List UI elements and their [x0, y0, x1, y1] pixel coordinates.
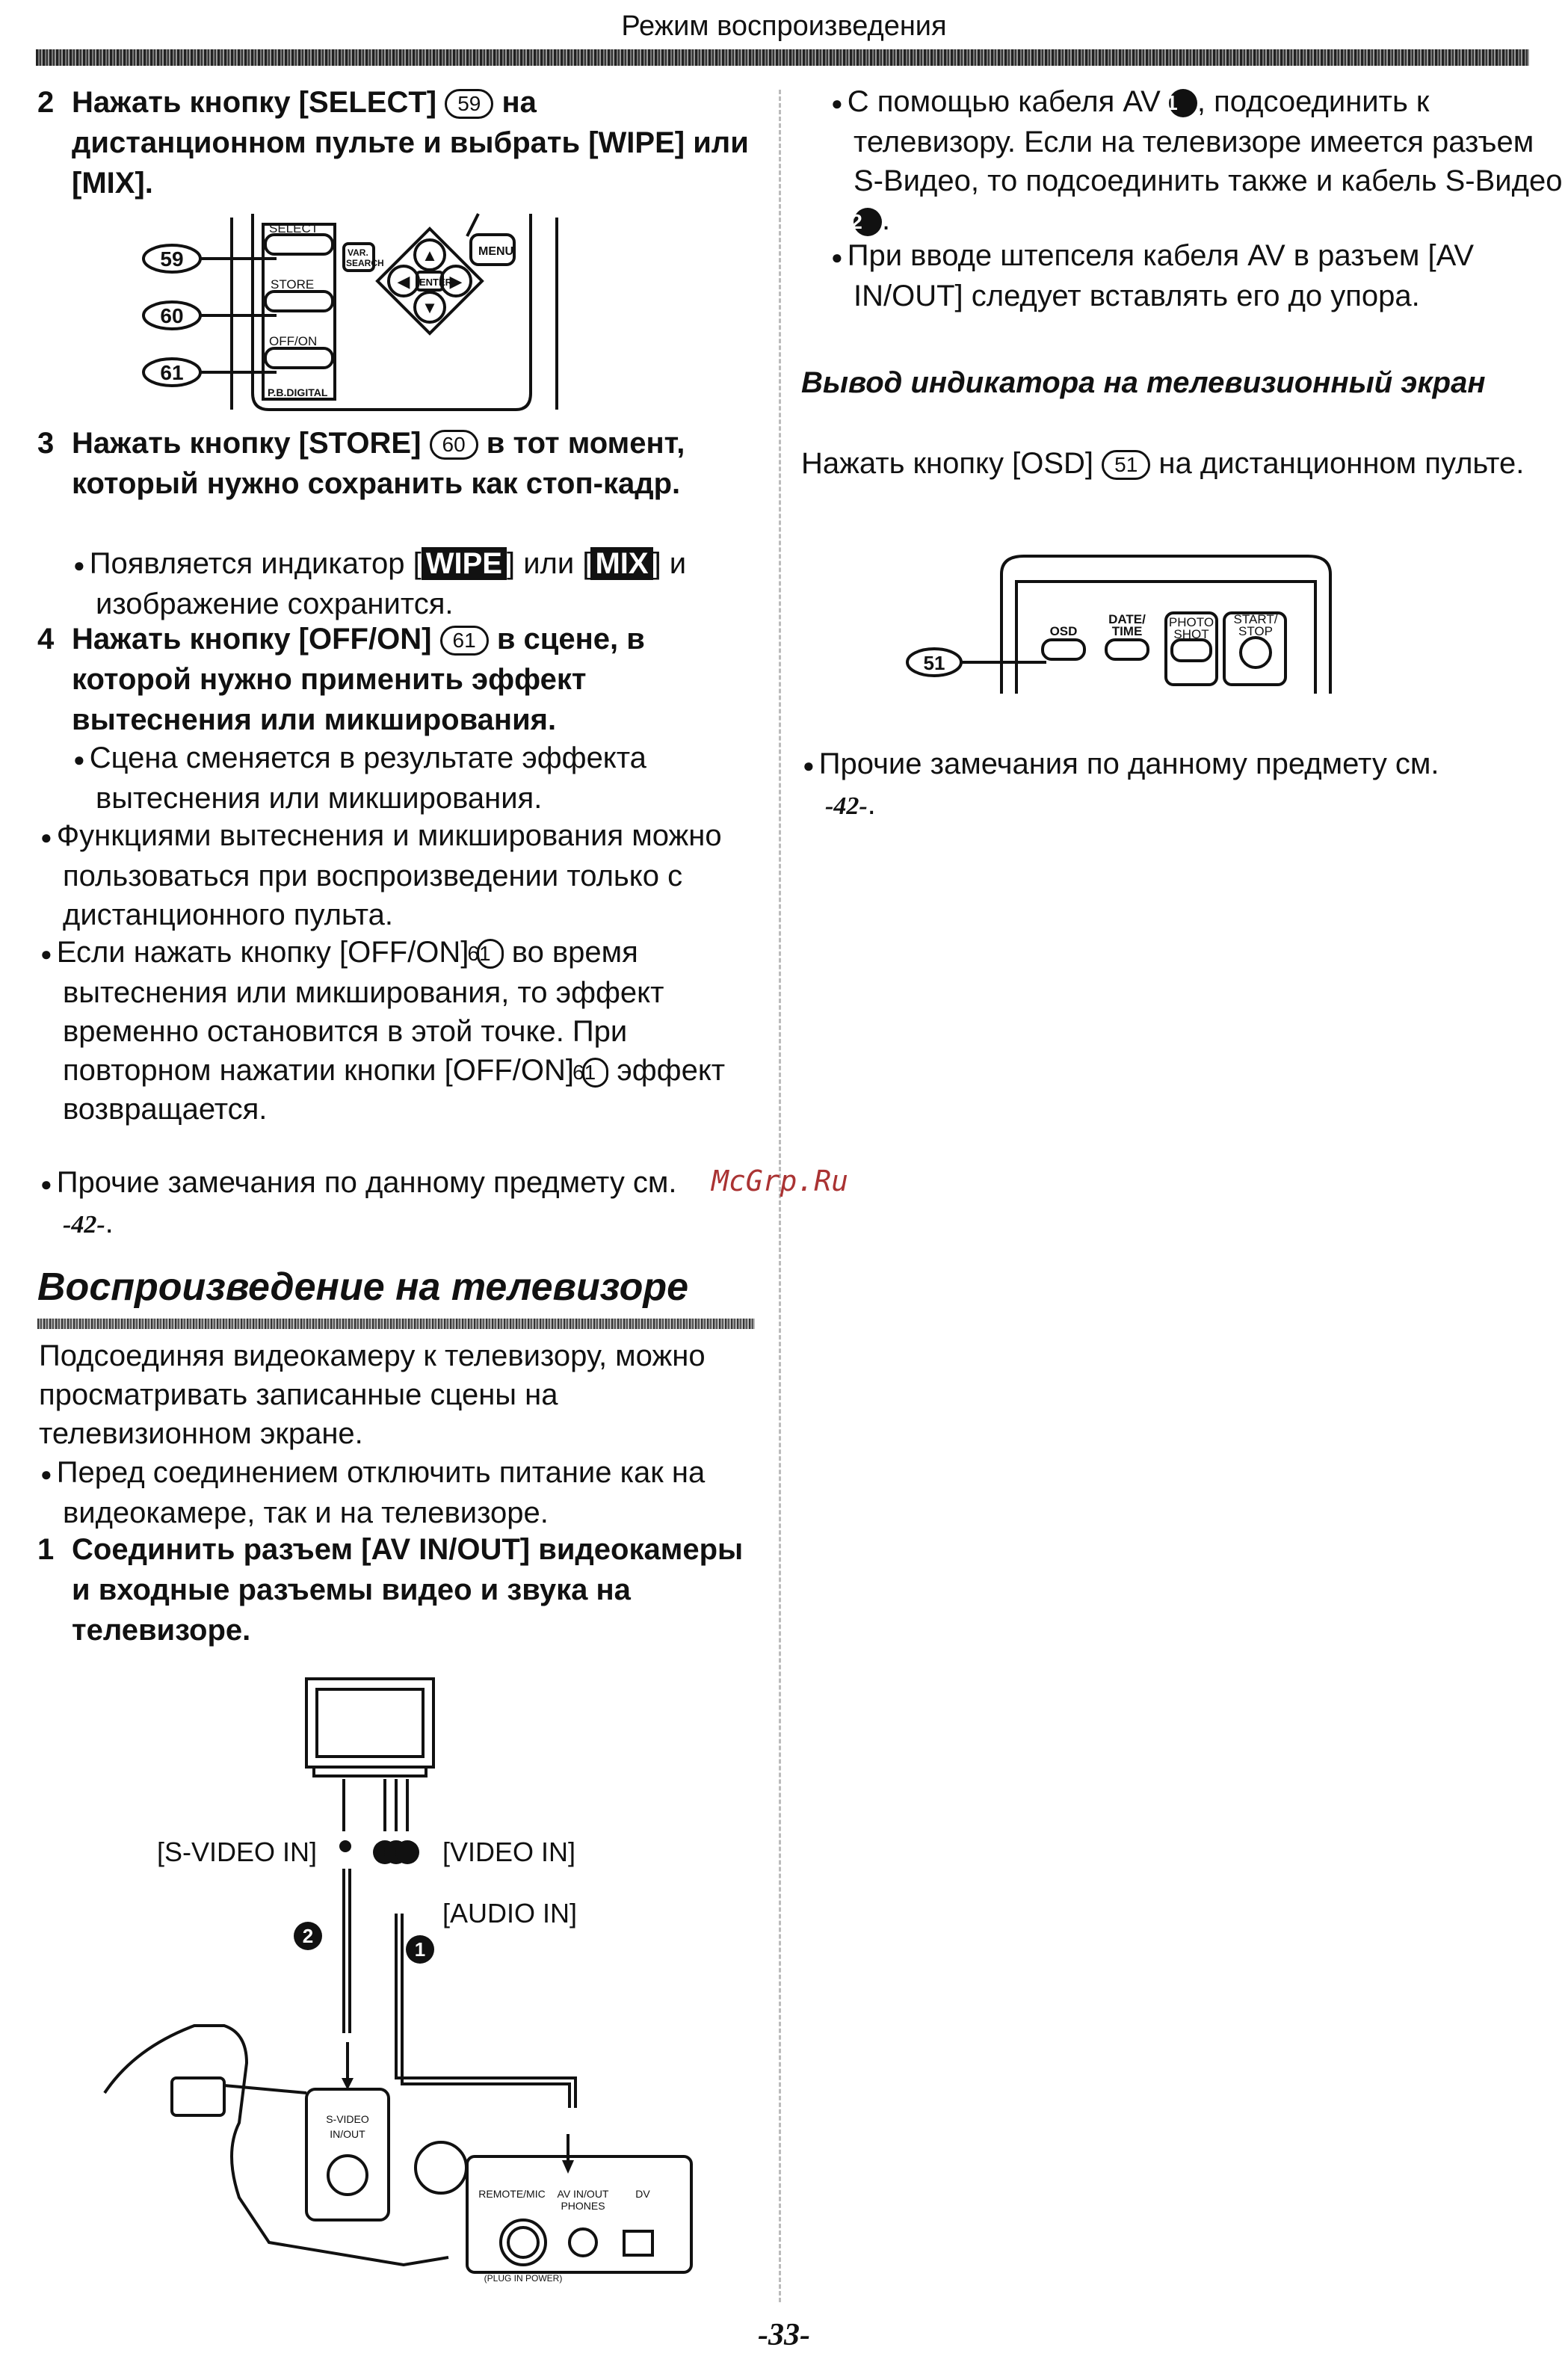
right-arrow-icon: ▶: [449, 272, 463, 291]
step-3-note: ● Появляется индикатор [ WIPE ] или [ MIX ] и изображение сохранится.: [72, 544, 783, 623]
date-label-b: TIME: [1111, 624, 1143, 638]
var-label: VAR.: [348, 247, 368, 258]
step-number: 2: [37, 86, 55, 119]
section-title: Воспроизведение на телевизоре: [37, 1265, 689, 1309]
audio-in-label: [AUDIO IN]: [442, 1898, 578, 1928]
button-badge-61: 61: [477, 939, 503, 969]
cable-1-marker: 1: [414, 1938, 426, 1961]
watermark: McGrp.Ru: [712, 1165, 849, 1197]
svideo-inout-label-a: S-VIDEO: [326, 2113, 369, 2125]
page-number: -33-: [758, 2318, 810, 2352]
av-plug-note: ● При вводе штепселя кабеля AV в разъем [AV IN/OUT] следует вставлять его до упора.: [830, 236, 1564, 315]
menu-label: MENU: [478, 245, 514, 258]
button-badge-60: 60: [430, 430, 478, 460]
wipe-indicator: WIPE: [422, 547, 507, 580]
step-number: 3: [37, 427, 55, 460]
osd-label: OSD: [1049, 624, 1078, 638]
section-rule: [37, 1319, 755, 1329]
cable-1-marker: 1: [1169, 89, 1197, 117]
tv-icon: [306, 1679, 433, 1767]
video-in-label: [VIDEO IN]: [442, 1837, 576, 1867]
button-badge-51: 51: [1102, 450, 1150, 480]
page-reference[interactable]: -42-: [825, 792, 868, 821]
remote-only-note: ● Функциями вытеснения и микширования можно пользоваться при воспроизведении только с дистанционного пульта.: [39, 816, 780, 934]
step-3: [37, 423, 755, 504]
section-intro: Подсоединяя видеокамеру к телевизору, можно просматривать записанные сцены на телевизионном экране.: [39, 1339, 706, 1450]
svideo-in-label: [S-VIDEO IN]: [157, 1837, 318, 1867]
step-text: Нажать кнопку [STORE]: [72, 427, 422, 460]
remote-control-illustration: [135, 214, 568, 416]
enter-label: ENTER: [419, 277, 453, 288]
pb-digital-label: P.B.DIGITAL: [268, 386, 328, 398]
more-notes-left: ● Прочие замечания по данному предмету см. -42-.: [39, 1163, 780, 1245]
effect-pause-note: ● Если нажать кнопку [OFF/ON] 61 во время вытеснения или микширования, то эффект временно остановится в этой точке. При повторном нажатии кнопки [OFF/ON] 61 эффект возвращается.: [39, 933, 780, 1129]
button-badge-61: 61: [582, 1058, 608, 1088]
step-text: Нажать кнопку [OFF/ON]: [72, 623, 432, 656]
up-arrow-icon: ▲: [422, 246, 438, 265]
av-cable-note: ● С помощью кабеля AV 1 , подсоединить к телевизору. Если на телевизоре имеется разъем S-Видео, то подсоединить также и кабель S-Видео 2 .: [830, 82, 1564, 239]
dv-label: DV: [635, 2188, 650, 2200]
callout-51: 51: [923, 652, 945, 674]
callout-59: 59: [160, 247, 184, 271]
offon-label: OFF/ON: [269, 334, 318, 348]
start-label-b: STOP: [1238, 624, 1273, 638]
button-badge-61: 61: [440, 626, 489, 656]
osd-subtitle: Вывод индикатора на телевизионный экран: [801, 366, 1486, 399]
page-reference[interactable]: -42-: [63, 1211, 105, 1239]
mix-indicator: MIX: [590, 547, 652, 580]
step-text: Соединить разъем [AV IN/OUT] видеокамеры и входные разъемы видео и звука на телевизоре.: [72, 1533, 744, 1647]
step-text: в тот момент, который нужно сохранить как стоп-кадр.: [72, 427, 685, 500]
page-header-title: Режим воспроизведения: [621, 10, 947, 42]
step-4: [37, 619, 755, 740]
store-label: STORE: [271, 277, 315, 292]
cable-2-marker: 2: [302, 1925, 314, 1947]
osd-instruction: Нажать кнопку [OSD] 51 на дистанционном пульте.: [801, 447, 1525, 480]
callout-61: 61: [160, 361, 184, 384]
down-arrow-icon: ▼: [422, 298, 438, 317]
callout-60: 60: [160, 304, 184, 327]
step-text: на дистанционном пульте и выбрать [WIPE] или [MIX].: [72, 86, 749, 200]
step-text: Нажать кнопку [SELECT]: [72, 86, 437, 119]
step-2: [37, 82, 755, 203]
start-label-a: START/: [1233, 612, 1278, 626]
osd-remote-illustration: [904, 552, 1338, 701]
left-arrow-icon: ◀: [397, 272, 410, 291]
button-badge-59: 59: [445, 89, 493, 119]
step-4-note: ● Сцена сменяется в результате эффекта вытеснения или микширования.: [72, 739, 783, 818]
avinout-label-a: AV IN/OUT: [557, 2188, 609, 2200]
tv-connection-diagram: [90, 1674, 703, 2284]
step-number: 4: [37, 623, 55, 656]
photo-label-b: SHOT: [1173, 627, 1209, 641]
plugin-power-label: (PLUG IN POWER): [484, 2273, 563, 2284]
power-off-note: ● Перед соединением отключить питание как на видеокамере, так и на телевизоре.: [39, 1453, 780, 1532]
step-text: в сцене, в которой нужно применить эффект вытеснения или микширования.: [72, 623, 645, 736]
cable-2-marker: 2: [854, 208, 882, 236]
header-rule: [36, 49, 1529, 66]
step-1: [37, 1529, 755, 1650]
more-notes-right: ● Прочие замечания по данному предмету см. -42-.: [801, 744, 1565, 826]
step-number: 1: [37, 1533, 55, 1566]
avinout-label-b: PHONES: [561, 2200, 605, 2212]
remote-mic-label: REMOTE/MIC: [478, 2188, 546, 2200]
photo-label-a: PHOTO: [1168, 615, 1214, 629]
date-label-a: DATE/: [1108, 612, 1146, 626]
search-label: SEARCH: [346, 258, 384, 268]
svideo-inout-label-b: IN/OUT: [330, 2128, 365, 2140]
select-label: SELECT: [269, 221, 319, 235]
